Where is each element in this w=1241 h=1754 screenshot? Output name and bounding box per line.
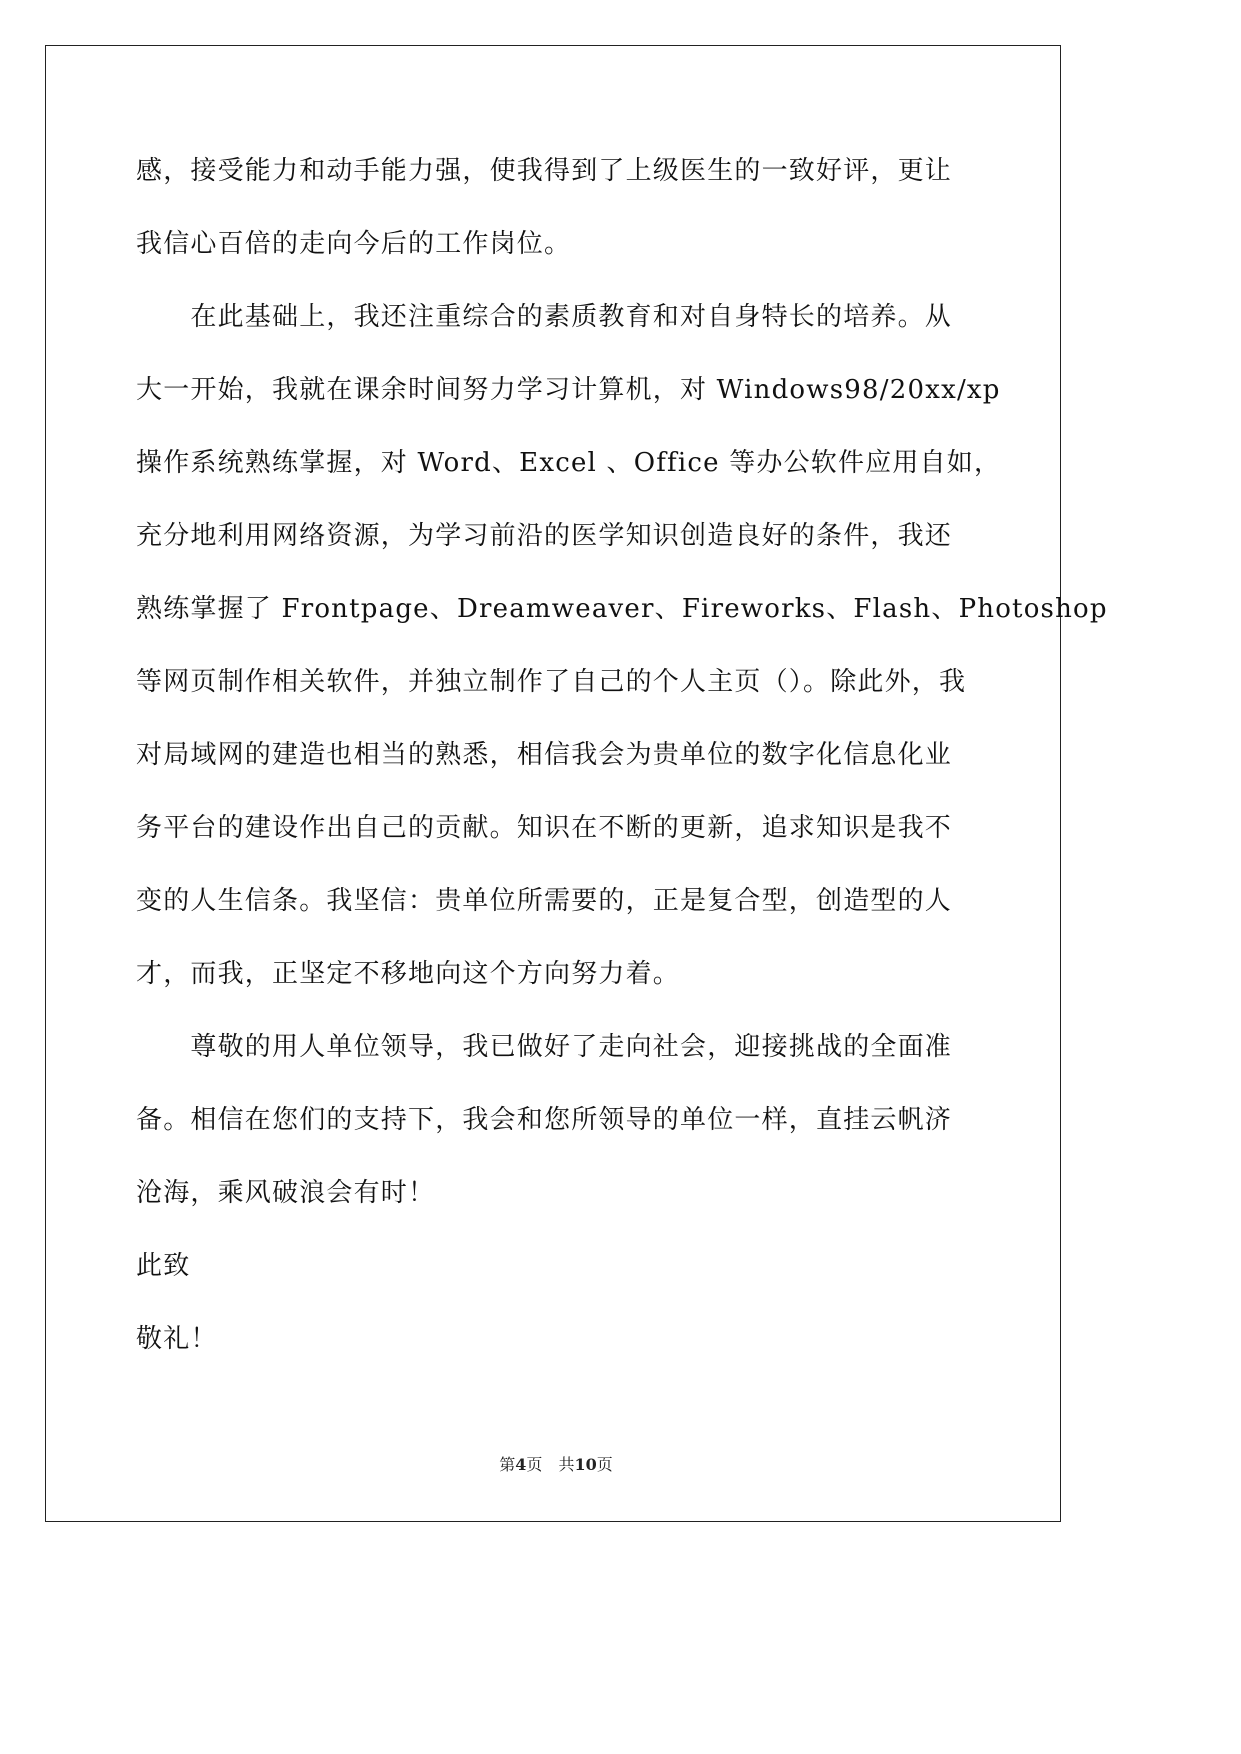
total-prefix: 共 — [558, 1455, 575, 1474]
text-line: 熟练掌握了 Frontpage、Dreamweaver、Fireworks、Flash、Photoshop — [136, 594, 1108, 624]
text-line: 对局域网的建造也相当的熟悉，相信我会为贵单位的数字化信息化业 — [136, 740, 953, 770]
closing-line: 此致 — [136, 1251, 191, 1281]
text-line: 大一开始，我就在课余时间努力学习计算机，对 Windows98/20xx/xp — [136, 375, 1001, 405]
text-line: 我信心百倍的走向今后的工作岗位。 — [136, 229, 572, 259]
letter-body — [136, 140, 1108, 1381]
text-line: 操作系统熟练掌握，对 Word、Excel 、Office 等办公软件应用自如， — [136, 448, 1002, 478]
salutation-line: 敬礼！ — [136, 1324, 218, 1354]
total-suffix: 页 — [596, 1455, 613, 1474]
text-line: 感，接受能力和动手能力强，使我得到了上级医生的一致好评，更让 — [136, 156, 953, 186]
page-suffix: 页 — [526, 1455, 543, 1474]
page-number: 4 — [515, 1455, 527, 1474]
text-line: 备。相信在您们的支持下，我会和您所领导的单位一样，直挂云帆济 — [136, 1105, 953, 1135]
text-line: 务平台的建设作出自己的贡献。知识在不断的更新，追求知识是我不 — [136, 813, 953, 843]
text-line: 才，而我，正坚定不移地向这个方向努力着。 — [136, 959, 681, 989]
text-line: 充分地利用网络资源，为学习前沿的医学知识创造良好的条件，我还 — [136, 521, 953, 551]
text-line: 在此基础上，我还注重综合的素质教育和对自身特长的培养。从 — [136, 302, 953, 332]
page-footer — [0, 1452, 1112, 1475]
page-prefix: 第 — [499, 1455, 516, 1474]
text-line: 变的人生信条。我坚信：贵单位所需要的，正是复合型，创造型的人 — [136, 886, 953, 916]
text-line: 尊敬的用人单位领导，我已做好了走向社会，迎接挑战的全面准 — [136, 1032, 953, 1062]
text-line: 沧海，乘风破浪会有时！ — [136, 1178, 436, 1208]
text-line: 等网页制作相关软件，并独立制作了自己的个人主页（）。除此外，我 — [136, 667, 967, 697]
total-pages: 10 — [574, 1455, 597, 1474]
